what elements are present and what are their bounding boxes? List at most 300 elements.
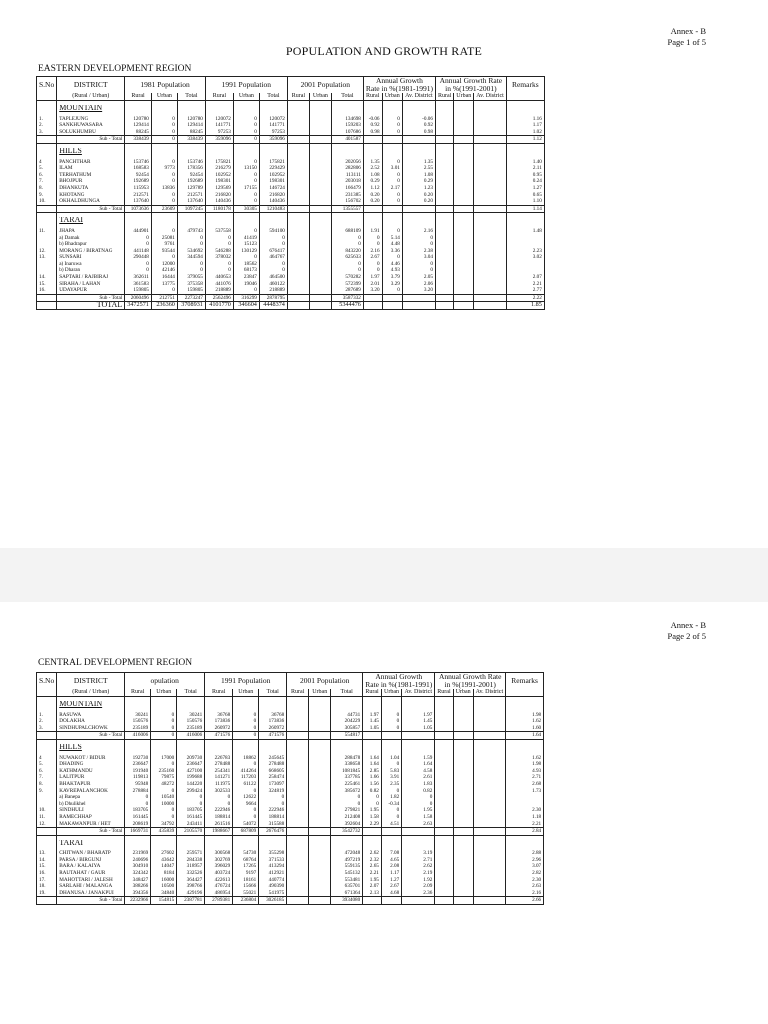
table-row: [37, 870, 544, 877]
table-row: [37, 781, 544, 788]
row-value: [454, 165, 474, 172]
row-value: 3.02: [506, 254, 544, 261]
subtotal-value: [381, 897, 401, 905]
row-value: 236647: [125, 761, 151, 768]
row-value: 16000: [151, 877, 177, 884]
row-value: [435, 254, 453, 261]
row-district: LALITPUR: [57, 774, 125, 781]
row-value: 198301: [205, 178, 233, 185]
row-value: 403724: [205, 870, 233, 877]
row-value: 635701: [331, 883, 363, 890]
empty-cell: [37, 744, 57, 751]
row-value: 9197: [233, 870, 259, 877]
row-value: 1.05: [402, 725, 435, 732]
empty-cell: [205, 148, 233, 155]
row-district: TAPLEJUNG: [57, 116, 125, 123]
empty-cell: [506, 217, 544, 224]
row-value: 497219: [331, 857, 363, 864]
subtotal-row: [37, 732, 544, 740]
row-value: 2.32: [363, 857, 382, 864]
row-value: 129414: [125, 122, 152, 129]
total-value: 5344476: [331, 302, 363, 310]
row-value: 188814: [259, 814, 287, 821]
row-sno: 13.: [37, 850, 57, 857]
row-value: 0.82: [402, 788, 435, 795]
row-value: 258474: [259, 774, 287, 781]
row-value: [435, 883, 453, 890]
row-value: 117203: [233, 774, 259, 781]
row-value: 18862: [233, 755, 259, 762]
row-sno: 6.: [37, 768, 57, 775]
row-value: 212408: [331, 814, 363, 821]
row-value: 278884: [125, 788, 151, 795]
row-value: 1.60: [506, 725, 544, 732]
row-value: 27602: [151, 850, 177, 857]
table-row: [37, 801, 544, 808]
row-value: 464500: [259, 274, 287, 281]
empty-cell: [363, 105, 382, 112]
col-total: Total: [331, 93, 363, 101]
subtotal-value: [402, 828, 435, 836]
row-value: 0.82: [363, 788, 382, 795]
subtotal-value: [454, 205, 474, 213]
empty-cell: [37, 294, 57, 302]
row-value: 0: [151, 129, 177, 136]
row-value: 0: [363, 235, 382, 242]
row-value: 553481: [331, 877, 363, 884]
row-value: [506, 794, 544, 801]
row-value: [453, 755, 473, 762]
row-value: 0: [151, 228, 177, 235]
row-value: [309, 172, 331, 179]
row-value: 259571: [177, 850, 205, 857]
col-rural: Rural: [205, 93, 233, 101]
row-district: SAPTARI / RAJBIRAJ: [57, 274, 125, 281]
row-value: 1.95: [363, 807, 382, 814]
row-value: 537558: [205, 228, 233, 235]
subtotal-value: 2232966: [125, 897, 151, 905]
row-value: 236647: [177, 761, 205, 768]
row-value: [474, 129, 507, 136]
row-value: 0.20: [402, 192, 435, 199]
table-row: [37, 235, 545, 242]
row-sno: 13.: [37, 254, 57, 261]
subtotal-value: [363, 828, 382, 836]
subtotal-value: [453, 897, 473, 905]
subtotal-value: 359096: [205, 136, 233, 144]
row-value: [474, 172, 507, 179]
row-value: 1.97: [363, 712, 382, 719]
row-value: [473, 857, 506, 864]
table-row: [37, 261, 545, 268]
row-value: 441076: [205, 281, 233, 288]
row-value: 2.96: [506, 857, 544, 864]
table-row: [37, 890, 544, 897]
total-value: [287, 302, 309, 310]
row-value: [454, 185, 474, 192]
row-value: [453, 774, 473, 781]
table-row: [37, 287, 545, 294]
row-value: 0: [233, 198, 259, 205]
row-sno: 3.: [37, 725, 57, 732]
row-value: 0.98: [363, 129, 382, 136]
row-value: [435, 192, 453, 199]
table-row: [37, 165, 545, 172]
row-value: [309, 235, 331, 242]
row-value: [435, 267, 453, 274]
row-district: BARA / KALAIYA: [57, 863, 125, 870]
row-value: [473, 768, 506, 775]
row-value: 17265: [233, 863, 259, 870]
row-value: 300568: [205, 850, 233, 857]
row-value: 25081: [151, 235, 177, 242]
empty-cell: [233, 217, 259, 224]
row-district: NUWAKOT / BIDUR: [57, 755, 125, 762]
total-value: [474, 302, 507, 310]
subtotal-value: [402, 732, 435, 740]
row-sno: 1.: [37, 116, 57, 123]
subtotal-value: 416006: [125, 732, 151, 740]
row-value: 115953: [125, 185, 152, 192]
row-value: [309, 807, 331, 814]
row-value: 324819: [259, 788, 287, 795]
row-district: MORANG / BIRATNAG: [57, 248, 125, 255]
row-value: 2.36: [402, 890, 435, 897]
empty-cell: [205, 744, 233, 751]
row-value: 0: [205, 801, 233, 808]
subtotal-value: [382, 136, 402, 144]
row-value: 161445: [177, 814, 205, 821]
row-value: 4.48: [382, 241, 402, 248]
col-total: Total: [331, 689, 363, 697]
row-value: 304910: [125, 863, 151, 870]
row-district: CHITWAN / BHARATP: [57, 850, 125, 857]
row-value: 394356: [125, 890, 151, 897]
row-sno: [37, 794, 57, 801]
row-value: [435, 718, 453, 725]
row-value: 1.45: [402, 718, 435, 725]
row-value: 1.23: [402, 185, 435, 192]
col-total: Total: [259, 689, 287, 697]
empty-cell: [37, 148, 57, 155]
row-district: SARLAHI / MALANGA: [57, 883, 125, 890]
subtotal-value: [363, 897, 382, 905]
row-value: 140436: [259, 198, 287, 205]
row-value: [474, 185, 507, 192]
empty-cell: [151, 217, 177, 224]
row-sno: 9.: [37, 192, 57, 199]
row-value: 344594: [177, 254, 205, 261]
empty-cell: [381, 744, 401, 751]
row-value: [309, 755, 331, 762]
row-sno: 2.: [37, 122, 57, 129]
row-value: 2.16: [402, 228, 435, 235]
row-sno: 19.: [37, 890, 57, 897]
col-pop-2001: 2001 Population: [287, 77, 363, 94]
row-value: [435, 241, 453, 248]
report-title: POPULATION AND GROWTH RATE: [285, 44, 483, 58]
row-value: 0: [331, 801, 363, 808]
row-value: [473, 755, 506, 762]
row-value: [287, 801, 309, 808]
row-district: SIRAHA / LAHAN: [57, 281, 125, 288]
row-value: [506, 261, 544, 268]
row-value: 36768: [205, 712, 233, 719]
row-value: 9761: [151, 241, 177, 248]
empty-cell: [125, 217, 152, 224]
row-value: [474, 274, 507, 281]
row-value: [453, 781, 473, 788]
subtotal-value: [474, 294, 507, 302]
subtotal-value: 338439: [125, 136, 152, 144]
row-value: [454, 261, 474, 268]
row-value: 0: [382, 122, 402, 129]
row-value: [435, 870, 453, 877]
row-value: 305857: [331, 725, 363, 732]
section-row: [37, 744, 544, 751]
annex-label: [668, 620, 706, 642]
empty-cell: [474, 148, 507, 155]
empty-cell: [287, 744, 309, 751]
row-value: 2.21: [363, 870, 382, 877]
row-value: [453, 788, 473, 795]
row-value: 0: [363, 801, 382, 808]
row-value: 0: [363, 794, 382, 801]
row-value: 534692: [177, 248, 205, 255]
row-value: [287, 725, 309, 732]
row-value: 1.62: [506, 755, 544, 762]
table-row: [37, 198, 545, 205]
row-value: 0: [402, 261, 435, 268]
subtotal-value: [287, 294, 309, 302]
row-value: [309, 287, 331, 294]
row-value: 88245: [125, 129, 152, 136]
row-value: 204229: [331, 718, 363, 725]
row-value: [454, 129, 474, 136]
row-value: -0.06: [363, 116, 382, 123]
empty-cell: [506, 148, 544, 155]
row-value: [474, 228, 507, 235]
empty-cell: [177, 148, 205, 155]
row-value: [435, 712, 453, 719]
row-value: 541975: [259, 890, 287, 897]
row-value: [287, 821, 309, 828]
row-value: 192689: [177, 178, 205, 185]
empty-cell: [382, 217, 402, 224]
empty-cell: [205, 217, 233, 224]
row-value: 0: [151, 718, 177, 725]
row-value: [474, 254, 507, 261]
row-value: 2.29: [363, 821, 382, 828]
row-value: [309, 267, 331, 274]
total-value: [363, 302, 382, 310]
col-avd: Av. District: [402, 93, 435, 101]
empty-cell: [125, 701, 151, 708]
table-row: [37, 116, 545, 123]
row-value: 364427: [177, 877, 205, 884]
row-value: 9664: [233, 801, 259, 808]
empty-cell: [381, 840, 401, 847]
row-sno: 12.: [37, 248, 57, 255]
row-value: 2.19: [402, 870, 435, 877]
row-value: [473, 725, 506, 732]
row-value: 0: [402, 235, 435, 242]
row-value: 129789: [177, 185, 205, 192]
row-value: 8184: [151, 870, 177, 877]
row-value: 337785: [331, 774, 363, 781]
row-value: [453, 857, 473, 864]
row-value: 625633: [331, 254, 363, 261]
row-value: 0: [233, 192, 259, 199]
row-value: 0: [233, 116, 259, 123]
row-value: 1.64: [363, 761, 382, 768]
subtotal-value: 1073636: [125, 205, 152, 213]
empty-cell: [177, 840, 205, 847]
row-sno: 10.: [37, 807, 57, 814]
row-value: [309, 768, 331, 775]
row-value: 388266: [125, 883, 151, 890]
row-value: 261516: [205, 821, 233, 828]
growth-range: Rate in %(1981-1991): [365, 680, 433, 689]
row-value: [309, 788, 331, 795]
row-value: 2.65: [363, 863, 382, 870]
row-value: 175821: [259, 159, 287, 166]
row-value: 2.21: [506, 821, 544, 828]
row-value: [435, 172, 453, 179]
row-value: [454, 172, 474, 179]
row-value: 231969: [125, 850, 151, 857]
subtotal-label: Sub - Total: [57, 828, 125, 836]
row-value: [474, 281, 507, 288]
row-value: 2.30: [506, 807, 544, 814]
row-value: [287, 235, 309, 242]
empty-cell: [331, 701, 363, 708]
row-value: 0: [233, 725, 259, 732]
row-value: 225461: [331, 781, 363, 788]
table-row: [37, 877, 544, 884]
row-value: [435, 857, 453, 864]
row-value: 15666: [233, 883, 259, 890]
row-value: 199688: [177, 774, 205, 781]
row-district: BHOJPUR: [57, 178, 125, 185]
empty-cell: [259, 148, 287, 155]
row-value: 278488: [205, 761, 233, 768]
row-value: 318957: [177, 863, 205, 870]
row-value: [474, 198, 507, 205]
row-value: 2.35: [381, 781, 401, 788]
empty-cell: [125, 148, 152, 155]
row-value: [287, 890, 309, 897]
row-value: 243411: [177, 821, 205, 828]
empty-cell: [382, 148, 402, 155]
row-value: 375358: [177, 281, 205, 288]
subtotal-value: [435, 205, 453, 213]
subtotal-value: [309, 897, 331, 905]
row-value: [454, 281, 474, 288]
row-value: [287, 267, 309, 274]
row-value: 161445: [125, 814, 151, 821]
row-value: 1.48: [506, 228, 544, 235]
row-value: 385672: [331, 788, 363, 795]
col-total: Total: [177, 689, 205, 697]
row-sno: 5.: [37, 761, 57, 768]
total-value: [402, 302, 435, 310]
row-value: 0.92: [363, 122, 382, 129]
empty-cell: [37, 136, 57, 144]
row-value: 0: [259, 235, 287, 242]
subtotal-value: [435, 136, 453, 144]
row-value: 0: [381, 807, 401, 814]
row-sno: 14.: [37, 857, 57, 864]
annex-text: Annex - B: [670, 26, 706, 36]
table-row: [37, 712, 544, 719]
row-value: 0: [363, 267, 382, 274]
row-sno: 18.: [37, 883, 57, 890]
row-value: [287, 863, 309, 870]
empty-cell: [453, 744, 473, 751]
row-district: ILAM: [57, 165, 125, 172]
row-value: 379055: [177, 274, 205, 281]
table-row: [37, 768, 544, 775]
row-district: SUNSARI: [57, 254, 125, 261]
row-value: [473, 863, 506, 870]
empty-cell: [435, 701, 453, 708]
row-value: [453, 725, 473, 732]
row-value: 279821: [331, 807, 363, 814]
row-value: [473, 788, 506, 795]
row-value: [435, 122, 453, 129]
row-value: 1.97: [402, 712, 435, 719]
row-value: 0: [233, 228, 259, 235]
subtotal-value: 435839: [151, 828, 177, 836]
subtotal-value: 23609: [151, 205, 177, 213]
row-value: 472048: [331, 850, 363, 857]
col-urban: Urban: [382, 93, 402, 101]
table-header: [37, 77, 545, 101]
table-row: [37, 172, 545, 179]
row-value: 378032: [205, 254, 233, 261]
table-row: [37, 755, 544, 762]
row-value: 208619: [125, 821, 151, 828]
row-value: 1.98: [506, 712, 544, 719]
table-row: [37, 788, 544, 795]
row-value: [287, 883, 309, 890]
region-name: EASTERN DEVELOPMENT REGION: [38, 64, 192, 74]
row-value: [287, 172, 309, 179]
row-district: BHAKTAPUR: [57, 781, 125, 788]
row-value: 0: [151, 712, 177, 719]
row-value: 0: [125, 241, 152, 248]
col-sno: S.No: [37, 673, 57, 690]
row-value: [506, 801, 544, 808]
row-value: [309, 850, 331, 857]
subtotal-label: Sub - Total: [57, 897, 125, 905]
row-value: 0: [233, 172, 259, 179]
row-value: 396029: [205, 863, 233, 870]
empty-cell: [233, 105, 259, 112]
row-value: 30241: [177, 712, 205, 719]
table-row: [37, 821, 544, 828]
row-value: [435, 159, 453, 166]
empty-cell: [363, 840, 382, 847]
row-value: 153746: [177, 159, 205, 166]
row-value: [453, 801, 473, 808]
row-value: 254341: [205, 768, 233, 775]
subtotal-value: 2.66: [506, 897, 544, 905]
row-value: [454, 178, 474, 185]
row-value: [309, 718, 331, 725]
row-value: 212571: [177, 192, 205, 199]
